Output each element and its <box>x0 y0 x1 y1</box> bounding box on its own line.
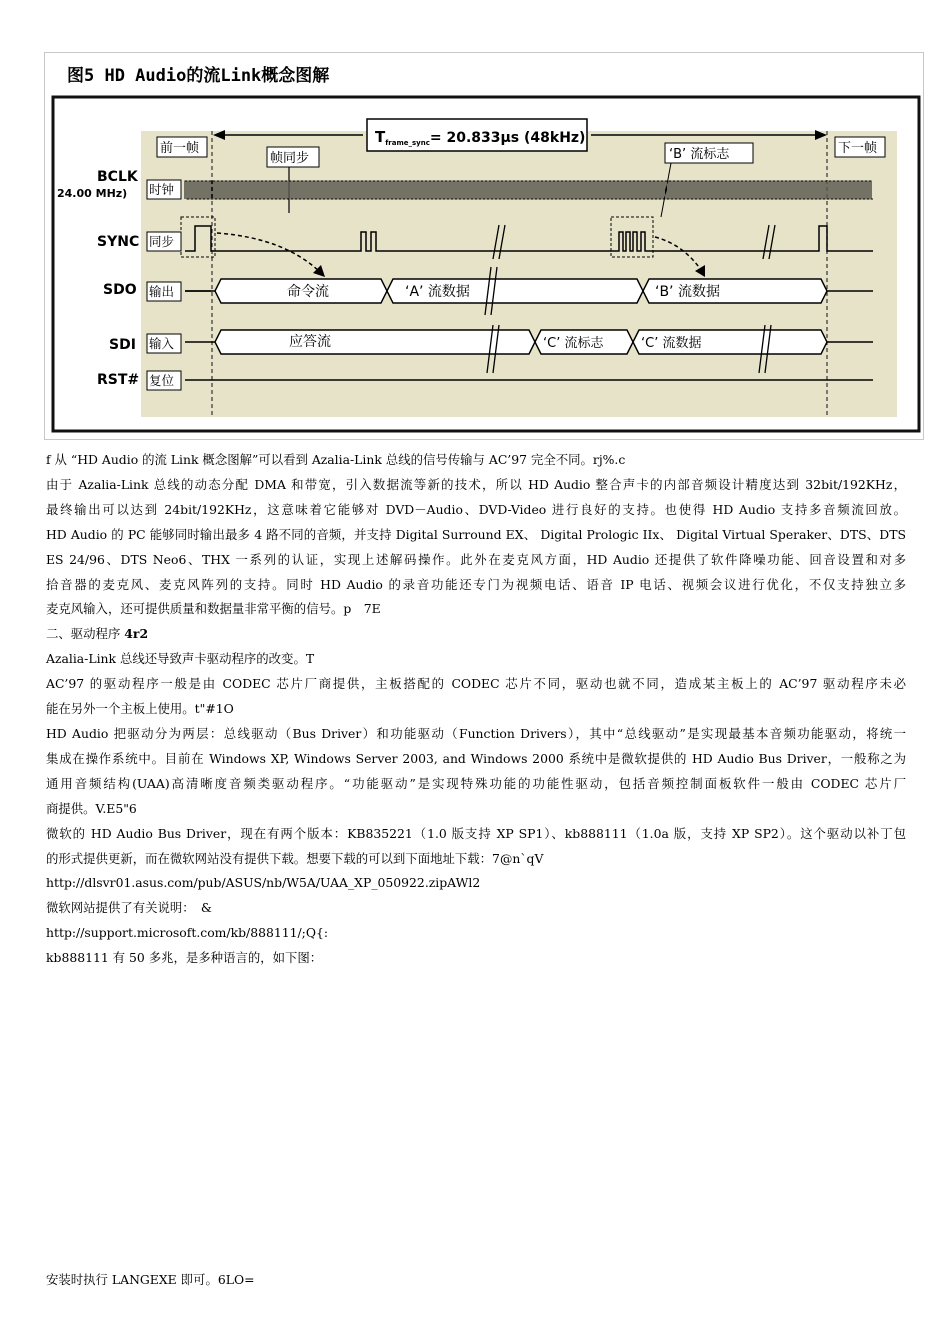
paragraph-2-line-2: 最终输出可以达到 24bit/192KHz，这意味着它能够对 DVD－Audio、DVD-Video 进行良好的支持。也使得 HD Audio 支持多音频流回放。 <box>46 501 906 517</box>
cn-label-sync: 同步 <box>149 234 175 249</box>
frame-sync-label: 帧同步 <box>270 151 310 166</box>
sdi-label-response: 应答流 <box>289 334 331 350</box>
timing-t: T <box>375 128 386 146</box>
paragraph-5-line-1: AC’97 的驱动程序一般是由 CODEC 芯片厂商提供，主板搭配的 CODEC 芯片不同，驱动也就不同，造成某主板上的 AC’97 驱动程序未必 <box>46 676 906 692</box>
signal-sdo: SDO <box>103 282 137 298</box>
signal-bclk: BCLK <box>97 169 138 185</box>
article-body <box>46 448 906 971</box>
paragraph-3-line-4: 麦克风输入，还可提供质量和数据量非常平衡的信号。p 7E <box>46 601 381 617</box>
paragraph-3-line-2: ES 24/96、DTS Neo6、THX 一系列的认证，实现上述解码操作。此外在麦克风方面，HD Audio 还提供了软件降噪功能、回音设置和对多 <box>46 551 906 567</box>
paragraph-2-line-1: 由于 Azalia-Link 总线的动态分配 DMA 和带宽，引入数据流等新的技术，所以 HD Audio 整合声卡的内部音频设计精度达到 32bit/192KHz， <box>46 476 906 492</box>
paragraph-6-line-3: 通用音频结构(UAA)高清晰度音频类驱动程序。“功能驱动”是实现特殊功能的功能性驱动，包括音频控制面板软件一般由 CODEC 芯片厂 <box>46 775 906 791</box>
cn-label-output: 输出 <box>149 284 175 299</box>
paragraph-1: f 从 “HD Audio 的流 Link 概念图解”可以看到 Azalia-Link 总线的信号传输与 AC’97 完全不同。rj%.c <box>46 452 626 467</box>
sdo-label-command: 命令流 <box>287 284 329 300</box>
paragraph-6-line-2: 集成在操作系统中。目前在 Windows XP, Windows Server 2003, and Windows 2000 系统中是微软提供的 HD Audio Bus Driver，一般称之为 <box>46 750 906 766</box>
signal-rst: RST# <box>97 372 140 388</box>
paragraph-8: 微软网站提供了有关说明： & <box>46 900 212 916</box>
paragraph-7-line-1: 微软的 HD Audio Bus Driver，现在有两个版本：KB835221（1.0 版支持 XP SP1）、kb888111（1.0a 版，支持 XP SP2）。这个驱动以补丁包 <box>46 825 906 841</box>
signal-sync: SYNC <box>97 234 140 250</box>
sdi-label-c-data: ‘C’ 流数据 <box>641 336 702 351</box>
paragraph-3-line-3: 拾音器的麦克风、麦克风阵列的支持。同时 HD Audio 的录音功能还专门为视频电话、语音 IP 电话、视频会议进行优化，不仅支持独立多 <box>46 576 906 592</box>
paragraph-4: Azalia-Link 总线还导致声卡驱动程序的改变。T <box>46 651 315 667</box>
hd-audio-link-diagram <box>44 52 924 440</box>
paragraph-7-line-2: 的形式提供更新，而在微软网站没有提供下载。想要下载的可以到下面地址下载：7@n`qV <box>46 850 544 866</box>
next-frame-label: 下一帧 <box>838 141 878 156</box>
sdo-label-a: ‘A’ 流数据 <box>405 284 470 300</box>
sdi-segment-response <box>215 330 535 354</box>
cn-label-input: 输入 <box>149 336 175 351</box>
sdo-bus <box>185 279 827 303</box>
paragraph-3-line-1: HD Audio 的 PC 能够同时输出最多 4 路不同的音频，并支持 Digital Surround EX、 Digital Prologic IIx、 Digital Virtual Speraker、DTS、DTS <box>46 526 906 542</box>
figure-title: 图5 HD Audio的流Link概念图解 <box>67 66 330 86</box>
sdo-label-b: ‘B’ 流数据 <box>655 284 720 300</box>
timing-value: = 20.833μs (48kHz) <box>429 130 586 146</box>
signal-sdi: SDI <box>109 337 136 353</box>
section-heading-code: 4r2 <box>124 626 149 642</box>
cn-label-clock: 时钟 <box>149 182 175 197</box>
section-heading <box>46 622 906 647</box>
paragraph-6-line-4: 商提供。V.E5"6 <box>46 800 137 816</box>
paragraph-9: kb888111 有 50 多兆，是多种语言的，如下图： <box>46 950 323 966</box>
paragraph-5-line-2: 能在另外一个主板上使用。t"#1O <box>46 701 234 717</box>
install-note: 安装时执行 LANGEXE 即可。6LO= <box>46 1272 255 1287</box>
diagram-panel <box>141 131 897 417</box>
b-stream-tag-label: ‘B’ 流标志 <box>669 147 730 162</box>
cn-label-reset: 复位 <box>149 373 175 388</box>
paragraph-6-line-1: HD Audio 把驱动分为两层：总线驱动（Bus Driver）和功能驱动（Function Drivers），其中“总线驱动”是实现最基本音频功能驱动，将统一 <box>46 725 906 741</box>
timing-subscript: frame_sync <box>385 139 430 147</box>
signal-bclk-freq: 24.00 MHz) <box>57 187 128 200</box>
prev-frame-label: 前一帧 <box>160 141 200 156</box>
microsoft-kb-url[interactable]: http://support.microsoft.com/kb/888111/;Q{: <box>46 925 329 941</box>
asus-download-url[interactable]: http://dlsvr01.asus.com/pub/ASUS/nb/W5A/UAA_XP_050922.zipAWl2 <box>46 875 481 891</box>
timing-diagram-svg <box>45 53 923 439</box>
section-heading-text: 二、驱动程序 <box>46 626 125 642</box>
sdi-label-c-tag: ‘C’ 流标志 <box>543 336 604 351</box>
